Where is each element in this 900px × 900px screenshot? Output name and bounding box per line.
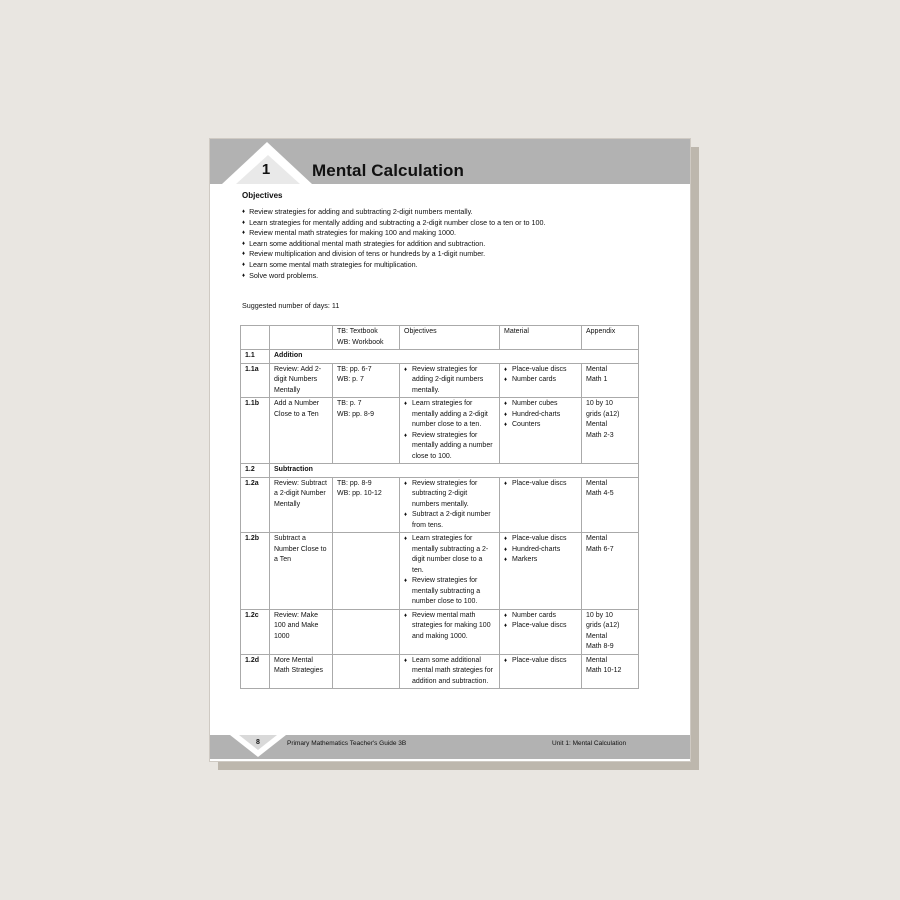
lesson-material-list [504,611,577,632]
section-title: Subtraction [270,464,639,478]
bullet-item: ♦ Place-value discs [504,656,577,667]
bullet-item: ♦ Number cubes [504,399,577,410]
bullet-item: ♦ Counters [504,420,577,431]
suggested-days: Suggested number of days: 11 [242,301,340,310]
bullet-item: ♦ Place-value discs [504,534,577,545]
lesson-material [500,533,582,610]
bullet-item: ♦ Number cards [504,375,577,386]
bullet-item: ♦ Markers [504,555,577,566]
document-page [210,139,690,761]
bullet-item: ♦ Subtract a 2-digit number from tens. [404,510,495,531]
lesson-objectives [400,609,500,654]
table-row [241,398,639,464]
diamond-bullet-icon: ♦ [242,251,246,258]
header-blank [241,326,270,350]
page-footer [210,735,690,759]
diamond-bullet-icon: ♦ [242,219,246,226]
section-row [241,464,639,478]
lesson-id: 1.1b [241,398,270,464]
lesson-material-list [504,399,577,431]
lesson-appendix: 10 by 10 grids (a12) Mental Math 2-3 [582,398,639,464]
unit-banner [210,139,690,184]
lesson-reference [333,654,400,689]
bullet-item: ♦ Review strategies for subtracting 2-digit numbers mentally. [404,479,495,511]
unit-number: 1 [261,161,271,178]
lesson-material-list [504,365,577,386]
objective-item: ♦ Learn some additional mental math strategies for addition and subtraction. [242,238,486,248]
unit-title: Mental Calculation [312,161,464,180]
objective-item: ♦ Review strategies for adding and subtracting 2-digit numbers mentally. [242,207,473,216]
lesson-id: 1.2d [241,654,270,689]
objective-item: ♦ Learn some mental math strategies for multiplication. [242,259,418,269]
lesson-plan-table [240,325,639,689]
book-title: Primary Mathematics Teacher's Guide 3B [287,740,407,747]
lesson-title: Review: Subtract a 2-digit Number Mentally [270,477,333,533]
bullet-item: ♦ Number cards [504,611,577,622]
lesson-objectives-list [404,479,495,532]
lesson-reference: TB: pp. 8-9 WB: pp. 10-12 [333,477,400,533]
diamond-bullet-icon: ♦ [242,272,246,279]
diamond-bullet-icon: ♦ [242,261,246,268]
lesson-title: Subtract a Number Close to a Ten [270,533,333,610]
page-number: 8 [256,739,260,746]
section-number: 1.2 [241,464,270,478]
lesson-appendix: Mental Math 4-5 [582,477,639,533]
section-title: Addition [270,350,639,364]
lesson-objectives-list [404,399,495,462]
lesson-objectives [400,477,500,533]
table-row [241,533,639,610]
lesson-material [500,477,582,533]
lesson-objectives-list [404,365,495,397]
lesson-title: Add a Number Close to a Ten [270,398,333,464]
lesson-material [500,398,582,464]
table-row [241,477,639,533]
lesson-reference [333,609,400,654]
lesson-reference: TB: pp. 6-7 WB: p. 7 [333,363,400,398]
header-appendix: Appendix [582,326,639,350]
header-reference: TB: Textbook WB: Workbook [333,326,400,350]
bullet-item: ♦ Learn strategies for mentally subtracting a 2-digit number close to a ten. [404,534,495,576]
lesson-objectives [400,398,500,464]
diamond-bullet-icon: ♦ [242,230,246,237]
bullet-item: ♦ Review mental math strategies for making 100 and making 1000. [404,611,495,643]
lesson-id: 1.2a [241,477,270,533]
lesson-objectives-list [404,656,495,688]
footer-unit-title: Unit 1: Mental Calculation [552,740,627,747]
lesson-objectives-list [404,611,495,643]
bullet-item: ♦ Review strategies for mentally adding a number close to 100. [404,431,495,463]
objective-item: ♦ Solve word problems. [242,270,319,280]
lesson-appendix: Mental Math 6-7 [582,533,639,610]
table-header-row [241,326,639,350]
lesson-title: Review: Add 2-digit Numbers Mentally [270,363,333,398]
lesson-appendix: Mental Math 10-12 [582,654,639,689]
lesson-material-list [504,534,577,566]
lesson-objectives-list [404,534,495,608]
bullet-item: ♦ Place-value discs [504,479,577,490]
bullet-item: ♦ Place-value discs [504,365,577,376]
lesson-id: 1.2b [241,533,270,610]
bullet-item: ♦ Review strategies for adding 2-digit numbers mentally. [404,365,495,397]
lesson-appendix: 10 by 10 grids (a12) Mental Math 8-9 [582,609,639,654]
lesson-objectives [400,654,500,689]
header-objectives: Objectives [400,326,500,350]
lesson-reference [333,533,400,610]
lesson-material [500,609,582,654]
lesson-objectives [400,363,500,398]
bullet-item: ♦ Learn some additional mental math strategies for addition and subtraction. [404,656,495,688]
objective-item: ♦ Review multiplication and division of tens or hundreds by a 1-digit number. [242,249,486,259]
objectives-heading: Objectives [242,191,283,200]
header-blank [270,326,333,350]
objective-item: ♦ Review mental math strategies for making 100 and making 1000. [242,228,457,238]
bullet-item: ♦ Place-value discs [504,621,577,632]
section-number: 1.1 [241,350,270,364]
table-row [241,654,639,689]
header-material: Material [500,326,582,350]
lesson-title: More Mental Math Strategies [270,654,333,689]
lesson-material-list [504,656,577,667]
bullet-item: ♦ Learn strategies for mentally adding a 2-digit number close to a ten. [404,399,495,431]
lesson-reference: TB: p. 7 WB: pp. 8-9 [333,398,400,464]
objectives-list [242,207,546,281]
section-row [241,350,639,364]
lesson-title: Review: Make 100 and Make 1000 [270,609,333,654]
bullet-item: ♦ Hundred-charts [504,545,577,556]
lesson-appendix: Mental Math 1 [582,363,639,398]
table-row [241,609,639,654]
lesson-id: 1.2c [241,609,270,654]
objective-item: ♦ Learn strategies for mentally adding and subtracting a 2-digit number close to a ten or to 100. [242,217,546,227]
lesson-objectives [400,533,500,610]
lesson-material [500,654,582,689]
table-row [241,363,639,398]
diamond-bullet-icon: ♦ [242,209,246,215]
bullet-item: ♦ Hundred-charts [504,410,577,421]
lesson-material [500,363,582,398]
lesson-material-list [504,479,577,490]
diamond-bullet-icon: ♦ [242,240,246,247]
bullet-item: ♦ Review strategies for mentally subtracting a number close to 100. [404,576,495,608]
lesson-id: 1.1a [241,363,270,398]
